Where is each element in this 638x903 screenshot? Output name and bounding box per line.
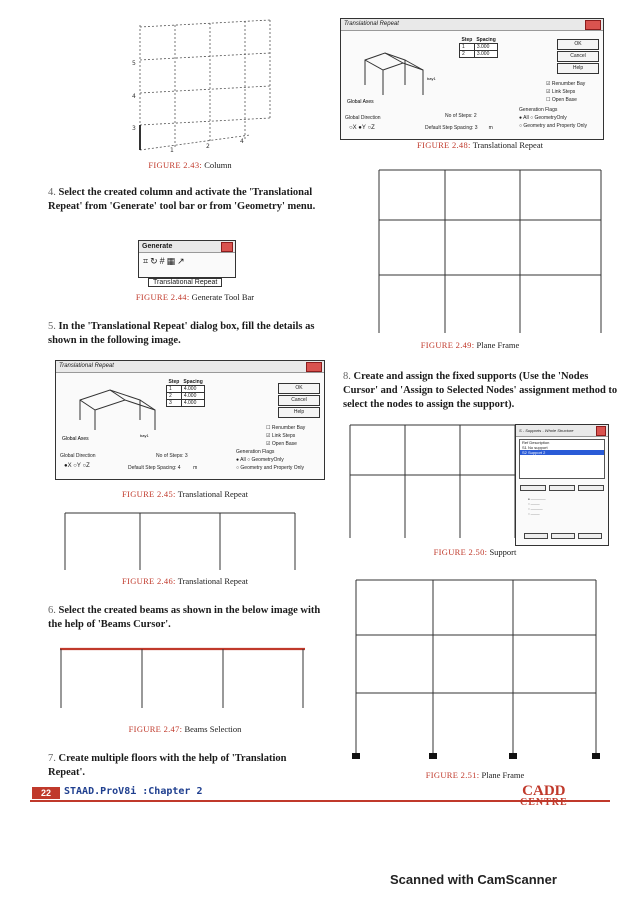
close-icon[interactable] (596, 426, 606, 436)
renumber-bay-checkbox[interactable]: ☐ Renumber Bay (266, 425, 306, 431)
figure-caption-2-48: FIGURE 2.48: Translational Repeat (417, 140, 543, 150)
support-frame-figure (345, 420, 520, 540)
help-button[interactable]: Help (557, 63, 599, 74)
step-5: 5. In the 'Translational Repeat' dialog box, fill the details as shown in the following image. (48, 321, 315, 346)
edit-button[interactable] (549, 485, 575, 491)
cancel-button[interactable]: Cancel (557, 51, 599, 62)
table-row[interactable]: 1 3.000 (460, 44, 498, 51)
generate-toolbar-title: Generate (139, 241, 235, 253)
radio-option[interactable]: ● ————— (528, 497, 546, 501)
svg-text:bay1: bay1 (427, 76, 436, 81)
default-spacing: Default Step Spacing: 3 m (425, 125, 493, 131)
support-dialog (515, 424, 609, 546)
chapter-title: STAAD.ProV8i :Chapter 2 (64, 786, 203, 797)
geometry-property-radio[interactable]: ○ Geometry and Property Only (519, 123, 588, 129)
table-row[interactable]: 2 4.000 (167, 393, 205, 400)
help-button[interactable]: Help (278, 407, 320, 418)
spacing-table-a: Step Spacing 1 4.000 2 4.000 3 4.000 (168, 379, 203, 406)
global-direction-label: Global Direction (60, 453, 96, 459)
fixed-support-icons (352, 753, 600, 759)
support-dialog-title: S - Supports - Whole Structure (516, 425, 608, 437)
translational-repeat-icon[interactable]: ⌗ (143, 256, 151, 266)
close-icon[interactable] (306, 362, 322, 372)
svg-text:2: 2 (206, 143, 210, 150)
table-row[interactable]: 1 4.000 (167, 386, 205, 393)
beams-selection-figure (55, 644, 310, 710)
circular-repeat-icon[interactable]: ↻ (150, 256, 160, 266)
repeat-preview-icon (60, 375, 160, 445)
portal-frame-figure (55, 508, 305, 573)
radio-option[interactable]: ○ ——— (528, 512, 540, 516)
geometry-property-radio[interactable]: ○ Geometry and Property Only (236, 465, 305, 471)
dialog-a-title: Translational Repeat (56, 361, 324, 373)
cancel-button[interactable]: Cancel (278, 395, 320, 406)
svg-text:4: 4 (240, 138, 244, 145)
figure-caption-2-44: FIGURE 2.44: Generate Tool Bar (135, 292, 255, 302)
step-4: 4. Select the created column and activate the 'Translational Repeat' from 'Generate' tool bar or from 'Geometry' menu. (48, 187, 316, 212)
no-of-steps: No of Steps: 3 (156, 453, 188, 459)
table-row[interactable]: 3 4.000 (167, 400, 205, 407)
step-6: 6. Select the created beams as shown in the below image with the help of 'Beams Cursor'. (48, 605, 321, 630)
plane-frame-figure (375, 165, 605, 335)
figure-caption-2-51: FIGURE 2.51: Plane Frame (425, 770, 525, 780)
ok-button[interactable]: OK (557, 39, 599, 50)
close-icon[interactable] (585, 20, 601, 30)
support-footer-buttons (524, 533, 602, 539)
dialog-b-title: Translational Repeat (341, 19, 603, 31)
svg-text:5: 5 (132, 60, 136, 67)
generation-flag-radios[interactable]: ● All ○ GeometryOnly (236, 457, 284, 463)
svg-text:4: 4 (132, 93, 136, 100)
open-base-checkbox[interactable]: ☑ Open Base (266, 441, 297, 447)
renumber-bay-checkbox[interactable]: ☑ Renumber Bay (546, 81, 586, 87)
default-spacing: Default Step Spacing: 4 m (128, 465, 198, 471)
generation-flag-radios[interactable]: ● All ○ GeometryOnly (519, 115, 567, 121)
assign-button[interactable] (524, 533, 548, 539)
svg-text:3: 3 (132, 125, 136, 132)
arrow-icon[interactable]: ↗ (177, 256, 187, 266)
figure-caption-2-43: FIGURE 2.43: Column (148, 160, 232, 170)
direction-radios[interactable]: ○X ●Y ○Z (349, 125, 375, 131)
step-7: 7. Create multiple floors with the help of 'Translation Repeat'. (48, 753, 287, 778)
svg-text:Global Axes: Global Axes (347, 99, 374, 105)
page-number: 22 (32, 787, 60, 799)
svg-text:Global Axes: Global Axes (62, 436, 89, 442)
translational-repeat-dialog-b (340, 18, 604, 140)
close-icon[interactable] (221, 242, 233, 252)
cadd-centre-logo: CADD CENTRE (520, 783, 568, 808)
direction-radios[interactable]: ●X ○Y ○Z (64, 463, 90, 469)
figure-caption-2-47: FIGURE 2.47: Beams Selection (128, 724, 242, 734)
mirror-icon[interactable]: # (159, 256, 167, 266)
translational-repeat-dialog-a (55, 360, 325, 480)
figure-caption-2-46: FIGURE 2.46: Translational Repeat (122, 576, 248, 586)
supported-frame-figure (348, 575, 603, 765)
delete-button[interactable] (578, 485, 604, 491)
grid-icon[interactable]: ▦ (166, 256, 178, 266)
create-button[interactable] (520, 485, 546, 491)
generate-toolbar (138, 240, 236, 278)
radio-option[interactable]: ○ ——— (528, 502, 540, 506)
column-grid-figure (130, 15, 300, 155)
assignment-method-radios[interactable] (528, 497, 588, 517)
open-base-checkbox[interactable]: ☐ Open Base (546, 97, 577, 103)
svg-text:bay1: bay1 (140, 433, 149, 438)
global-direction-label: Global Direction (345, 115, 381, 121)
repeat-preview-icon (345, 35, 445, 105)
no-of-steps: No of Steps: 2 (445, 113, 477, 119)
link-steps-checkbox[interactable]: ☑ Link Steps (266, 433, 296, 439)
figure-caption-2-45: FIGURE 2.45: Translational Repeat (122, 489, 248, 499)
ok-button[interactable]: OK (278, 383, 320, 394)
help-button[interactable] (578, 533, 602, 539)
svg-text:1: 1 (170, 147, 174, 154)
radio-option[interactable]: ○ ———— (528, 507, 543, 511)
figure-caption-2-49: FIGURE 2.49: Plane Frame (420, 340, 520, 350)
link-steps-checkbox[interactable]: ☑ Link Steps (546, 89, 576, 95)
table-row[interactable]: 2 3.000 (460, 51, 498, 58)
generation-flags-label: Generation Flags (236, 449, 275, 455)
figure-caption-2-50: FIGURE 2.50: Support (433, 547, 517, 557)
support-list[interactable]: Ref Description S1 No support S2 Support 2 (519, 439, 605, 479)
generate-toolbar-icons[interactable] (143, 256, 187, 267)
close-button[interactable] (551, 533, 575, 539)
generation-flags-label: Generation Flags (519, 107, 558, 113)
scanner-watermark: Scanned with CamScanner (390, 872, 557, 887)
support-buttons (520, 485, 604, 491)
spacing-table-b: Step Spacing 1 3.000 2 3.000 (461, 37, 496, 57)
tooltip-translational-repeat: Translational Repeat (148, 278, 222, 287)
step-8: 8. Create and assign the fixed supports (Use the 'Nodes Cursor' and 'Assign to Selected Nodes' assignment method to select the nodes to assign the support). (343, 371, 618, 410)
